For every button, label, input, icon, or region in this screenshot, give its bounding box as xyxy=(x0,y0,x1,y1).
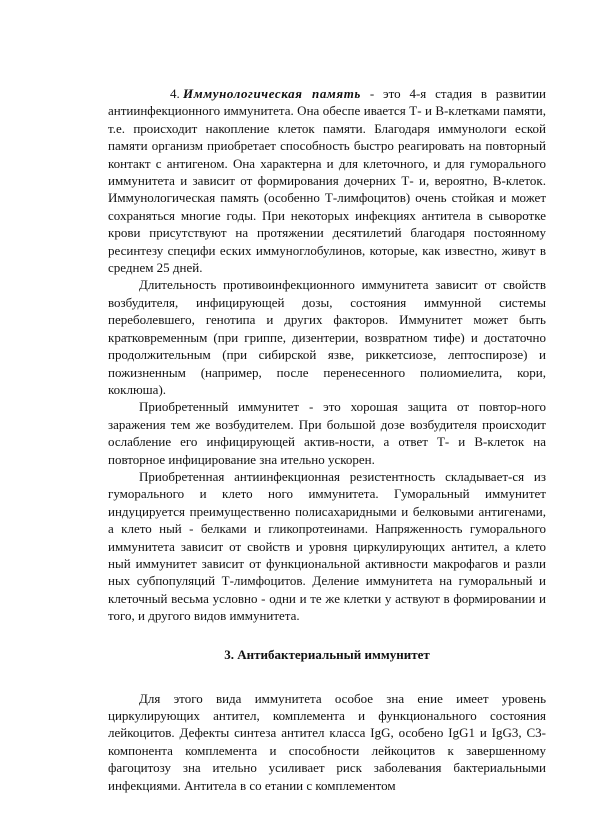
document-body xyxy=(108,85,546,794)
paragraph-duration: Длительность противоинфекционного иммунитета зависит от свойств возбудителя, инфицирующей дозы, состояния иммунной системы переболевшего, генотипа и других факторов. Иммунитет может быть кратковременным (при гриппе, дизентерии, возвратном тифе) и достаточно продолжительным (при сибирской язве, риккетсиозе, лептоспирозе) и пожизненным (например, после перенесенного полиомиелита, кори, коклюша). xyxy=(108,277,546,397)
paragraph-acquired-resistance: Приобретенная антиинфекционная резистентность складывает-ся из гуморального и клето ного иммунитета. Гуморальный иммунитет индуцируется преимущественно полисахаридными и белковыми антигенами, а клето ный - белками и гликопротеинами. Напряженность гуморального иммунитета зависит от свойств и уровня циркулирующих антител, а клето ный иммунитет зависит от функциональной активности макрофагов и разли ных субпопуляций Т-лимфоцитов. Деление иммунитета на гуморальный и клеточный весьма условно - одни и те же клетки у аствуют в формировании и того, и другого видов иммунитета. xyxy=(108,468,546,624)
term-immunological-memory: Иммунологическая память xyxy=(183,86,361,101)
paragraph-acquired-immunity: Приобретенный иммунитет - это хорошая защита от повтор-ного заражения тем же возбудителем. При большой дозе возбудителя происходит ослабление его инфицирующей актив-ности, а ответ Т- и В-клеток на повторное инфицирование зна ительно ускорен. xyxy=(108,399,546,467)
paragraph-antibacterial: Для этого вида иммунитета особое зна ение имеет уровень циркулирующих антител, комплемента и функционального состояния лейкоцитов. Дефекты синтеза антител класса IgG, особено IgG1 и IgG3, С3-компонента комплемента и способности лейкоцитов к завершенному фагоцитозу зна ительно усиливает риск заболевания бактериальными инфекциями. Антитела в со етании с комплементом xyxy=(108,690,546,793)
section-heading: 3. Антибактериальный иммунитет xyxy=(224,646,430,662)
item-number: 4. xyxy=(170,86,180,101)
paragraph-immunological-memory xyxy=(108,85,546,276)
paragraph-text: - это 4-я стадия в развитии антиинфекционного иммунитета. Она обеспе ивается Т- и В-клетками памяти, т.е. происходит накопление клеток памяти. Благодаря иммунологи еской памяти организм приобретает способность быстро реагировать на повторный контакт с антигеном. Она характерна и для клеточного, и для гуморального иммунитета и зависит от формирования дочерних Т- и, вероятно, В-клеток. Иммунологическая память (особенно Т-лимфоцитов) очень стойкая и может сохраняться многие годы. При некоторых инфекциях антитела в сыворотке крови присутствуют на протяжении десятилетий благодаря постоянному ресинтезу специфи еских иммуноглобулинов, которые, как известно, живут в среднем 25 дней. xyxy=(108,86,546,276)
